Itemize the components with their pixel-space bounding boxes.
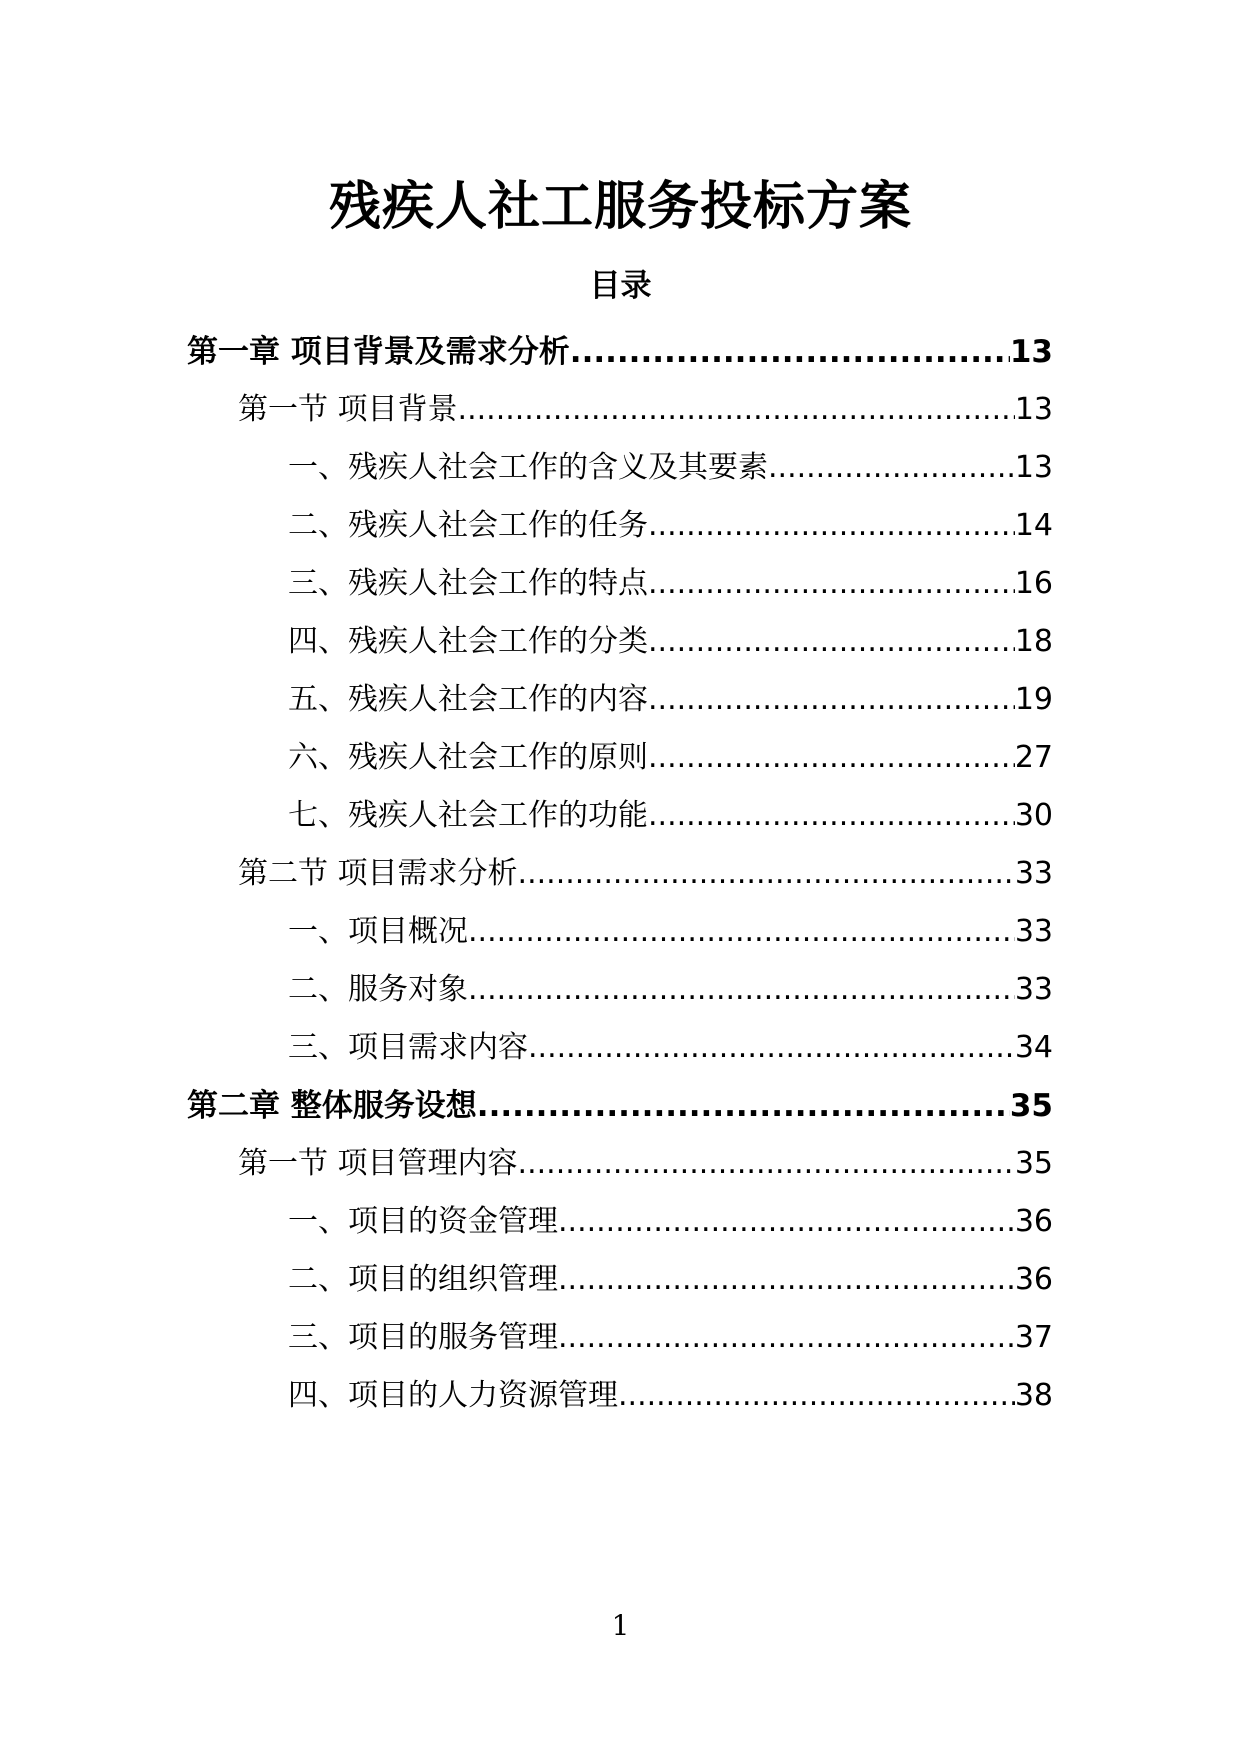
toc-dot-leader bbox=[458, 390, 1015, 430]
toc-entry[interactable] bbox=[238, 1144, 1053, 1184]
document-title: 残疾人社工服务投标方案 bbox=[328, 177, 912, 237]
toc-entry-title: 七、残疾人社会工作的功能 bbox=[288, 798, 648, 833]
toc-entry-title: 四、项目的人力资源管理 bbox=[288, 1378, 618, 1413]
toc-entry-title: 一、项目概况 bbox=[288, 914, 468, 949]
toc-entry[interactable] bbox=[288, 564, 1053, 604]
toc-entry-title: 一、项目的资金管理 bbox=[288, 1204, 558, 1239]
toc-dot-leader bbox=[648, 622, 1015, 662]
toc-entry-title: 第一节 项目背景 bbox=[238, 392, 458, 427]
toc-entry[interactable] bbox=[288, 622, 1053, 662]
toc-dot-leader bbox=[518, 1144, 1015, 1184]
toc-entry-page: 16 bbox=[1014, 566, 1053, 601]
toc-entry-page: 37 bbox=[1014, 1320, 1053, 1355]
toc-entry[interactable] bbox=[288, 1028, 1053, 1068]
toc-entry[interactable] bbox=[288, 912, 1053, 952]
toc-entry[interactable] bbox=[288, 448, 1053, 488]
toc-entry-page: 33 bbox=[1014, 914, 1053, 949]
toc-dot-leader bbox=[528, 1028, 1015, 1068]
toc-entry[interactable] bbox=[187, 1086, 1053, 1126]
toc-entry[interactable] bbox=[288, 1376, 1053, 1416]
toc-entry[interactable] bbox=[288, 680, 1053, 720]
toc-entry[interactable] bbox=[238, 390, 1053, 430]
toc-entry-title: 一、残疾人社会工作的含义及其要素 bbox=[288, 450, 768, 485]
toc-entry-page: 38 bbox=[1014, 1378, 1053, 1413]
toc-dot-leader bbox=[648, 738, 1015, 778]
toc-dot-leader bbox=[468, 970, 1015, 1010]
toc-entry-title: 第一节 项目管理内容 bbox=[238, 1146, 518, 1181]
toc-entry-title: 第二节 项目需求分析 bbox=[238, 856, 518, 891]
toc-entry-title: 五、残疾人社会工作的内容 bbox=[288, 682, 648, 717]
toc-dot-leader bbox=[648, 680, 1015, 720]
toc-entry[interactable] bbox=[288, 1202, 1053, 1242]
toc-entry-page: 19 bbox=[1014, 682, 1053, 717]
toc-entry[interactable] bbox=[187, 332, 1053, 372]
toc-heading: 目录 bbox=[589, 268, 652, 304]
toc-entry-page: 27 bbox=[1014, 740, 1053, 775]
toc-entry-title: 三、项目需求内容 bbox=[288, 1030, 528, 1065]
toc-entry-page: 13 bbox=[1014, 392, 1053, 427]
toc-entry-page: 34 bbox=[1014, 1030, 1053, 1065]
toc-entry-title: 第一章 项目背景及需求分析 bbox=[187, 334, 570, 370]
toc-dot-leader bbox=[570, 332, 1010, 372]
toc-dot-leader bbox=[648, 796, 1015, 836]
toc-entry-page: 33 bbox=[1014, 856, 1053, 891]
toc-dot-leader bbox=[468, 912, 1015, 952]
toc-dot-leader bbox=[648, 564, 1015, 604]
toc-entry-page: 13 bbox=[1009, 334, 1053, 370]
toc-entry[interactable] bbox=[238, 854, 1053, 894]
toc-entry-page: 36 bbox=[1014, 1262, 1053, 1297]
toc-dot-leader bbox=[648, 506, 1015, 546]
toc-entry-page: 33 bbox=[1014, 972, 1053, 1007]
toc-entry-title: 四、残疾人社会工作的分类 bbox=[288, 624, 648, 659]
toc-dot-leader bbox=[477, 1086, 1010, 1126]
toc-entry-title: 第二章 整体服务设想 bbox=[187, 1088, 477, 1124]
toc-dot-leader bbox=[518, 854, 1015, 894]
toc-entry-page: 30 bbox=[1014, 798, 1053, 833]
toc-dot-leader bbox=[618, 1376, 1015, 1416]
toc-entry-title: 二、残疾人社会工作的任务 bbox=[288, 508, 648, 543]
toc-entry-title: 二、服务对象 bbox=[288, 972, 468, 1007]
toc-dot-leader bbox=[558, 1260, 1015, 1300]
toc-entry[interactable] bbox=[288, 738, 1053, 778]
toc-entry-page: 35 bbox=[1014, 1146, 1053, 1181]
toc-entry-title: 二、项目的组织管理 bbox=[288, 1262, 558, 1297]
toc-entry-title: 三、项目的服务管理 bbox=[288, 1320, 558, 1355]
toc-entry-page: 35 bbox=[1009, 1088, 1053, 1124]
toc-entry[interactable] bbox=[288, 970, 1053, 1010]
toc-dot-leader bbox=[768, 448, 1015, 488]
toc-dot-leader bbox=[558, 1318, 1015, 1358]
toc-entry[interactable] bbox=[288, 1318, 1053, 1358]
toc-entry-page: 13 bbox=[1014, 450, 1053, 485]
toc-entry-page: 18 bbox=[1014, 624, 1053, 659]
toc-entry[interactable] bbox=[288, 796, 1053, 836]
toc-entry[interactable] bbox=[288, 506, 1053, 546]
toc-entry[interactable] bbox=[288, 1260, 1053, 1300]
toc-entry-page: 36 bbox=[1014, 1204, 1053, 1239]
page-number: 1 bbox=[611, 1609, 630, 1642]
toc-entry-page: 14 bbox=[1014, 508, 1053, 543]
toc-entry-title: 三、残疾人社会工作的特点 bbox=[288, 566, 648, 601]
toc-entry-title: 六、残疾人社会工作的原则 bbox=[288, 740, 648, 775]
toc-dot-leader bbox=[558, 1202, 1015, 1242]
